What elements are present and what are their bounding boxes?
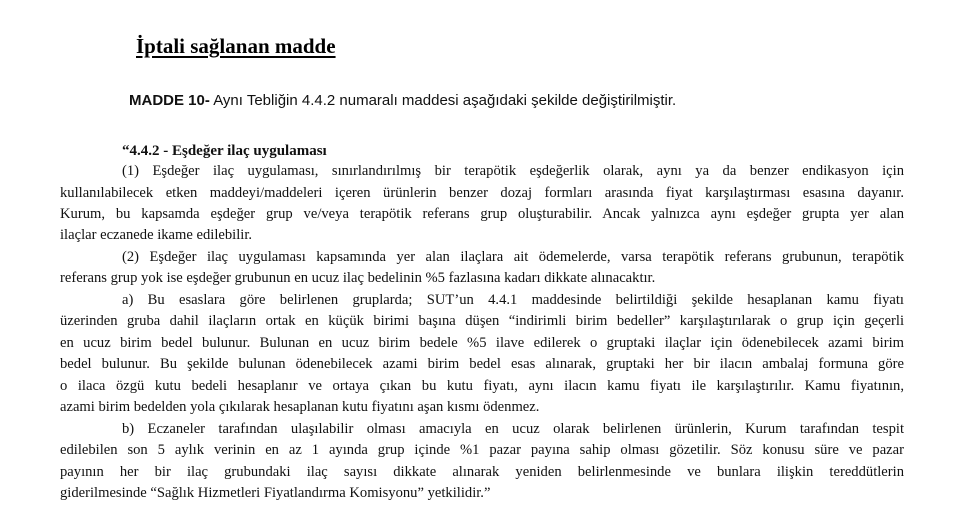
section-subheading: “4.4.2 - Eşdeğer ilaç uygulaması	[122, 143, 327, 159]
body-line: kullanılabilecek etken maddeyi/maddeleri içeren ürünlerin benzer dozaj formları arasında fiyat karşılaştırması esasına dayanır.	[60, 185, 904, 201]
article-intro	[129, 92, 676, 109]
body-line: payının her bir ilaç grubundaki ilaç sayısı dikkate alınarak yeniden belirlenmesinde ve bunlara ilişkin tereddütlerin	[60, 464, 904, 480]
article-text: Aynı Tebliğin 4.4.2 numaralı maddesi aşağıdaki şekilde değiştirilmiştir.	[209, 92, 677, 109]
body-line: (2) Eşdeğer ilaç uygulaması kapsamında yer alan ilaçlara ait ödemelerde, varsa terapötik referans grubunun, terapötik	[122, 249, 904, 265]
body-line: bedel bulunur. Bu şekilde bulunan ödenebilecek azami birim bedel esas alınarak, gruptaki her bir ilacın ambalaj formuna göre	[60, 356, 904, 372]
body-line: üzerinden gruba dahil ilaçların ortak en küçük birimi başına düşen “indirimli birim bedeller” karşılaştırılarak o grup için geçerli	[60, 313, 904, 329]
body-line: b) Eczaneler tarafından ulaşılabilir olması amacıyla en ucuz olarak belirlenen ürünlerin, Kurum tarafından tespit	[122, 421, 904, 437]
body-line: Kurum, bu kapsamda eşdeğer grup ve/veya terapötik referans grup oluşturabilir. Ancak yalnızca aynı eşdeğer grupta yer alan	[60, 206, 904, 222]
document-heading: İptali sağlanan madde	[136, 34, 336, 58]
article-label: MADDE 10-	[129, 92, 210, 109]
body-line: o ilaca özgü kutu bedeli hesaplanır ve ortaya çıkan bu kutu fiyatı, aynı ilacın kamu fiyatı ile karşılaştırılır. Kamu fiyatının,	[60, 378, 904, 394]
body-line: (1) Eşdeğer ilaç uygulaması, sınırlandırılmış bir terapötik eşdeğerlik olarak, aynı ya da benzer endikasyon için	[122, 163, 904, 179]
body-line: en ucuz birim bedel bulunur. Bulunan en ucuz birim bedele %5 ilave edilerek o gruptaki ilaçlar için ödenebilecek azami birim	[60, 335, 904, 351]
body-line: referans grup yok ise eşdeğer grubunun en ucuz ilaç bedelinin %5 fazlasına kadarı dikkate alınacaktır.	[60, 270, 656, 286]
body-line: a) Bu esaslara göre belirlenen gruplarda; SUT’un 4.4.1 maddesinde belirtildiği şekilde hesaplanan kamu fiyatı	[122, 292, 904, 308]
body-line: azami birim bedelden yola çıkılarak hesaplanan kutu fiyatını aşan kısmı ödenmez.	[60, 399, 540, 415]
body-line: edilebilen son 5 aylık verinin en az 1 ayında grup içinde %1 pazar payına sahip olması gözetilir. Söz konusu süre ve pazar	[60, 442, 904, 458]
body-line: giderilmesinde “Sağlık Hizmetleri Fiyatlandırma Komisyonu” yetkilidir.”	[60, 485, 491, 501]
body-line: ilaçlar eczanede ikame edilebilir.	[60, 227, 253, 243]
